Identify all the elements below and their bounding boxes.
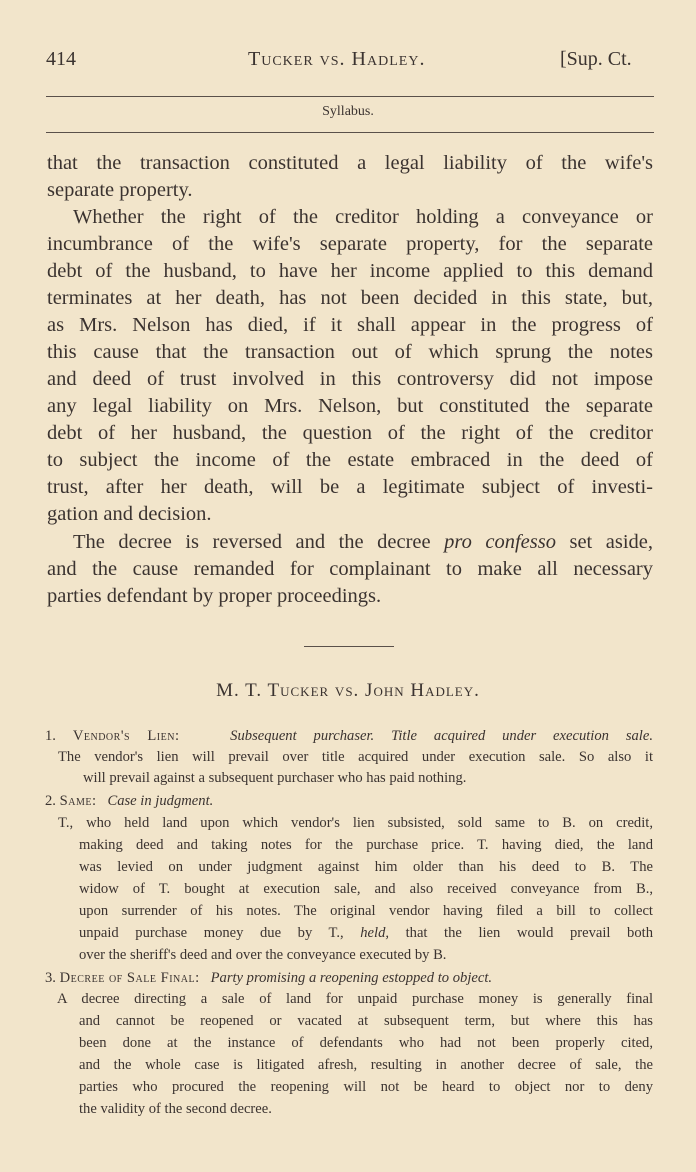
body-line: as Mrs. Nelson has died, if it shall appear in the progress of	[47, 314, 653, 336]
body-line: Whether the right of the creditor holding a conveyance or	[73, 206, 653, 228]
headnote-line: T., who held land upon which vendor's lien subsisted, sold same to B. on credit,	[58, 815, 653, 831]
italic-term: held,	[360, 925, 390, 941]
body-line: gation and decision.	[47, 503, 212, 525]
section-rule	[46, 132, 654, 133]
body-line: any legal liability on Mrs. Nelson, but constituted the separate	[47, 395, 653, 417]
headnote-number: 3.	[45, 970, 56, 986]
body-line: trust, after her death, will be a legitimate subject of investi-	[47, 476, 653, 498]
page-number: 414	[46, 48, 76, 70]
body-line: separate property.	[47, 179, 193, 201]
separator-rule	[304, 646, 394, 647]
headnote-line: The vendor's lien will prevail over title acquired under execution sale. So also it	[58, 749, 653, 765]
headnote-line: and cannot be reopened or vacated at subsequent term, but where this has	[79, 1013, 653, 1029]
headnote-line: upon surrender of his notes. The original vendor having filed a bill to collect	[79, 903, 653, 919]
headnote-heading	[45, 793, 653, 810]
headnote-heading	[45, 728, 653, 745]
body-text: The decree is reversed and the decree	[73, 531, 445, 553]
body-line: that the transaction constituted a legal liability of the wife's	[47, 152, 653, 174]
headnote-subtopic: Case in judgment.	[107, 793, 214, 809]
headnote-line: and the whole case is litigated afresh, resulting in another decree of sale, the	[79, 1057, 653, 1073]
headnote-line: will prevail against a subsequent purchaser who has paid nothing.	[83, 770, 467, 786]
headnote-heading	[45, 970, 653, 987]
body-line: and the cause remanded for complainant to make all necessary	[47, 558, 653, 580]
headnote-subtopic: Subsequent purchaser. Title acquired under execution sale.	[230, 728, 653, 744]
body-text: set aside,	[555, 531, 653, 553]
headnote-number: 2.	[45, 793, 56, 809]
body-line: to subject the income of the estate embraced in the deed of	[47, 449, 653, 471]
body-line: parties defendant by proper proceedings.	[47, 585, 382, 607]
headnote-line: parties who procured the reopening will not be heard to object nor to deny	[79, 1079, 653, 1095]
headnote-line: been done at the instance of defendants who had not been properly cited,	[79, 1035, 653, 1051]
headnote-topic: Decree of Sale Final:	[59, 970, 200, 986]
headnote-line: over the sheriff's deed and over the conveyance executed by B.	[79, 947, 447, 963]
running-title: Tucker vs. Hadley.	[248, 48, 426, 70]
section-label: Syllabus.	[322, 104, 374, 119]
headnote-text: unpaid purchase money due by T.,	[79, 925, 361, 941]
headnote-line: making deed and taking notes for the purchase price. T. having died, the land	[79, 837, 653, 853]
body-line	[47, 531, 653, 554]
body-line: debt of her husband, the question of the right of the creditor	[47, 422, 653, 444]
headnote-line	[79, 925, 653, 942]
headnote-topic: Vendor's Lien:	[72, 728, 180, 744]
body-line: incumbrance of the wife's separate property, for the separate	[47, 233, 653, 255]
italic-term: pro confesso	[444, 531, 556, 553]
body-line: this cause that the transaction out of which sprung the notes	[47, 341, 653, 363]
headnote-topic: Same:	[59, 793, 97, 809]
headnote-subtopic: Party promising a reopening estopped to object.	[210, 970, 493, 986]
case-title: M. T. Tucker vs. John Hadley.	[216, 680, 480, 701]
body-line: and deed of trust involved in this controversy did not impose	[47, 368, 653, 390]
headnote-text: that the lien would prevail both	[389, 925, 653, 941]
body-line: terminates at her death, has not been decided in this state, but,	[47, 287, 653, 309]
court-label: [Sup. Ct.	[560, 48, 632, 70]
headnote-line: widow of T. bought at execution sale, and also received conveyance from B.,	[79, 881, 653, 897]
body-line: debt of the husband, to have her income applied to this demand	[47, 260, 653, 282]
headnote-line: was levied on under judgment against him older than his deed to B. The	[79, 859, 653, 875]
header-rule	[46, 96, 654, 97]
headnote-number: 1.	[45, 728, 56, 744]
headnote-line: the validity of the second decree.	[79, 1101, 272, 1117]
headnote-line: A decree directing a sale of land for unpaid purchase money is generally final	[57, 991, 653, 1007]
